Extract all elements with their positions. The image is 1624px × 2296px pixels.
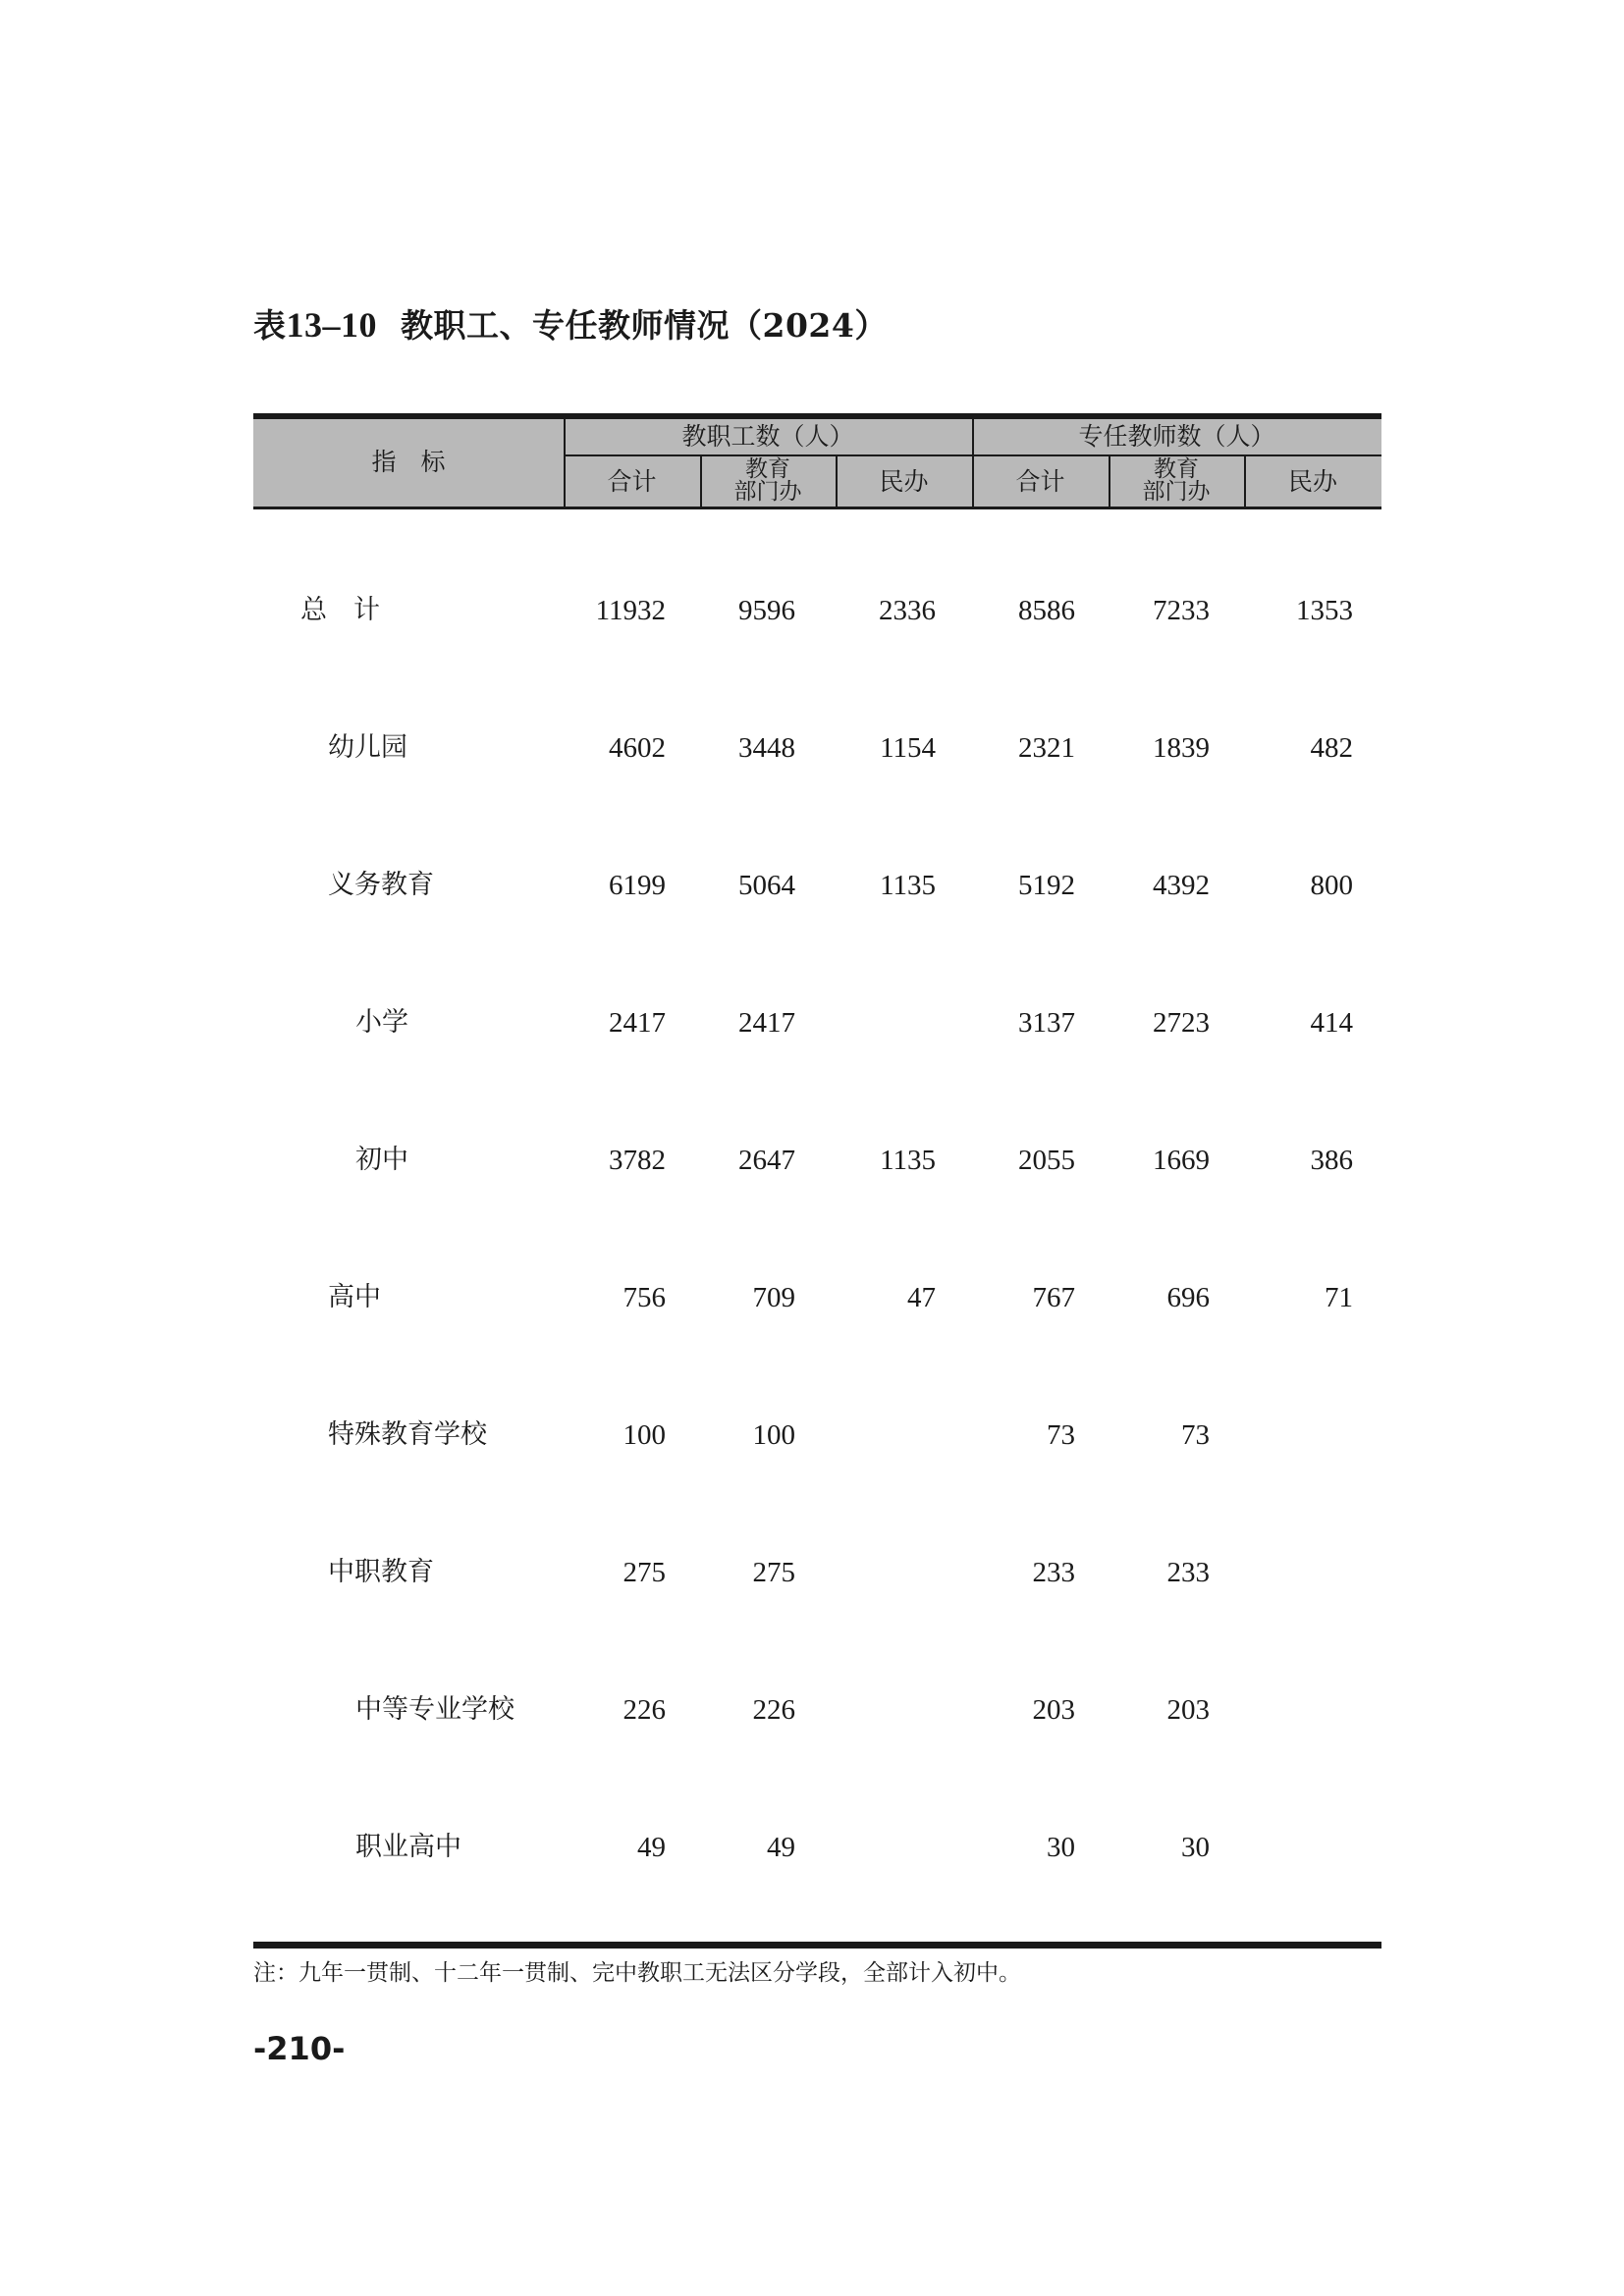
cell-staff-edu: 275 bbox=[752, 1557, 795, 1588]
cell-staff-total: 11932 bbox=[595, 595, 666, 626]
cell-staff-edu: 2647 bbox=[738, 1145, 795, 1176]
cell-staff-total: 3782 bbox=[609, 1145, 666, 1176]
cell-staff-total: 756 bbox=[623, 1282, 666, 1313]
cell-teachers-edu: 203 bbox=[1166, 1694, 1210, 1726]
header-teachers-private: 民办 bbox=[1287, 467, 1337, 496]
cell-teachers-total: 8586 bbox=[1018, 595, 1075, 626]
cell-teachers-edu: 4392 bbox=[1153, 870, 1210, 901]
row-label: 小学 bbox=[355, 1007, 408, 1038]
cell-staff-private: 47 bbox=[907, 1282, 936, 1313]
cell-teachers-total: 203 bbox=[1032, 1694, 1075, 1726]
header-teachers-edu-line1: 教育 bbox=[1154, 456, 1199, 482]
cell-teachers-total: 2055 bbox=[1018, 1145, 1075, 1176]
cell-staff-edu: 709 bbox=[752, 1282, 795, 1313]
row-label: 中职教育 bbox=[328, 1557, 434, 1587]
cell-teachers-edu: 7233 bbox=[1153, 595, 1210, 626]
cell-teachers-edu: 1839 bbox=[1153, 732, 1210, 764]
cell-staff-total: 6199 bbox=[609, 870, 666, 901]
row-label: 高中 bbox=[328, 1282, 381, 1312]
cell-staff-total: 49 bbox=[637, 1832, 666, 1863]
header-group-staff: 教职工数（人） bbox=[681, 422, 854, 451]
header-group-teachers: 专任教师数（人） bbox=[1078, 422, 1275, 451]
cell-teachers-private: 71 bbox=[1325, 1282, 1353, 1313]
row-label: 初中 bbox=[355, 1145, 408, 1175]
cell-teachers-private: 482 bbox=[1310, 732, 1353, 764]
cell-staff-edu: 2417 bbox=[738, 1007, 795, 1039]
header-indicator: 指 标 bbox=[371, 448, 446, 476]
title-text: 教职工、专任教师情况（2024） bbox=[400, 306, 888, 345]
cell-staff-total: 4602 bbox=[609, 732, 666, 764]
cell-teachers-edu: 696 bbox=[1166, 1282, 1210, 1313]
cell-teachers-private: 386 bbox=[1310, 1145, 1353, 1176]
cell-staff-edu: 49 bbox=[767, 1832, 795, 1863]
cell-teachers-private: 414 bbox=[1310, 1007, 1353, 1039]
header-teachers-edu bbox=[1109, 458, 1244, 504]
header-teachers-edu-line2: 部门办 bbox=[1142, 479, 1211, 505]
cell-staff-private: 1135 bbox=[880, 1145, 936, 1176]
header-staff-edu-line2: 部门办 bbox=[733, 479, 802, 505]
cell-teachers-edu: 233 bbox=[1166, 1557, 1210, 1588]
cell-teachers-private: 1353 bbox=[1296, 595, 1353, 626]
cell-teachers-total: 233 bbox=[1032, 1557, 1075, 1588]
cell-teachers-total: 2321 bbox=[1018, 732, 1075, 764]
cell-staff-private: 1135 bbox=[880, 870, 936, 901]
cell-staff-edu: 226 bbox=[752, 1694, 795, 1726]
cell-teachers-total: 5192 bbox=[1018, 870, 1075, 901]
header-staff-edu-line1: 教育 bbox=[745, 456, 790, 482]
table-title bbox=[253, 300, 888, 347]
cell-staff-total: 2417 bbox=[609, 1007, 666, 1039]
cell-teachers-total: 767 bbox=[1032, 1282, 1075, 1313]
cell-staff-private: 1154 bbox=[880, 732, 936, 764]
cell-teachers-total: 30 bbox=[1047, 1832, 1075, 1863]
row-label: 职业高中 bbox=[355, 1832, 461, 1862]
row-label: 总 计 bbox=[300, 595, 380, 625]
cell-staff-total: 275 bbox=[623, 1557, 666, 1588]
header-teachers-total: 合计 bbox=[1015, 467, 1065, 496]
row-label: 特殊教育学校 bbox=[328, 1419, 487, 1450]
cell-staff-edu: 100 bbox=[752, 1419, 795, 1451]
title-prefix: 表 bbox=[253, 306, 287, 345]
cell-teachers-total: 3137 bbox=[1018, 1007, 1075, 1039]
cell-teachers-edu: 73 bbox=[1181, 1419, 1210, 1451]
page-number: -210- bbox=[253, 2030, 346, 2067]
header-divider bbox=[564, 454, 1381, 456]
cell-staff-total: 100 bbox=[623, 1419, 666, 1451]
title-number: 13–10 bbox=[286, 305, 377, 345]
row-label: 义务教育 bbox=[328, 870, 434, 900]
cell-staff-edu: 3448 bbox=[738, 732, 795, 764]
table-note: 注：九年一贯制、十二年一贯制、完中教职工无法区分学段，全部计入初中。 bbox=[253, 1960, 1021, 1986]
cell-staff-edu: 9596 bbox=[738, 595, 795, 626]
header-staff-edu bbox=[700, 458, 836, 504]
row-label: 幼儿园 bbox=[328, 732, 407, 763]
cell-teachers-edu: 2723 bbox=[1153, 1007, 1210, 1039]
row-label: 中等专业学校 bbox=[355, 1694, 514, 1725]
cell-staff-total: 226 bbox=[623, 1694, 666, 1726]
header-staff-total: 合计 bbox=[607, 467, 657, 496]
table-bottom-rule bbox=[253, 1942, 1381, 1949]
cell-teachers-edu: 30 bbox=[1181, 1832, 1210, 1863]
cell-teachers-private: 800 bbox=[1310, 870, 1353, 901]
header-bottom-rule bbox=[253, 507, 1381, 509]
cell-staff-edu: 5064 bbox=[738, 870, 795, 901]
cell-teachers-edu: 1669 bbox=[1153, 1145, 1210, 1176]
cell-staff-private: 2336 bbox=[879, 595, 936, 626]
cell-teachers-total: 73 bbox=[1047, 1419, 1075, 1451]
header-staff-private: 民办 bbox=[879, 467, 929, 496]
